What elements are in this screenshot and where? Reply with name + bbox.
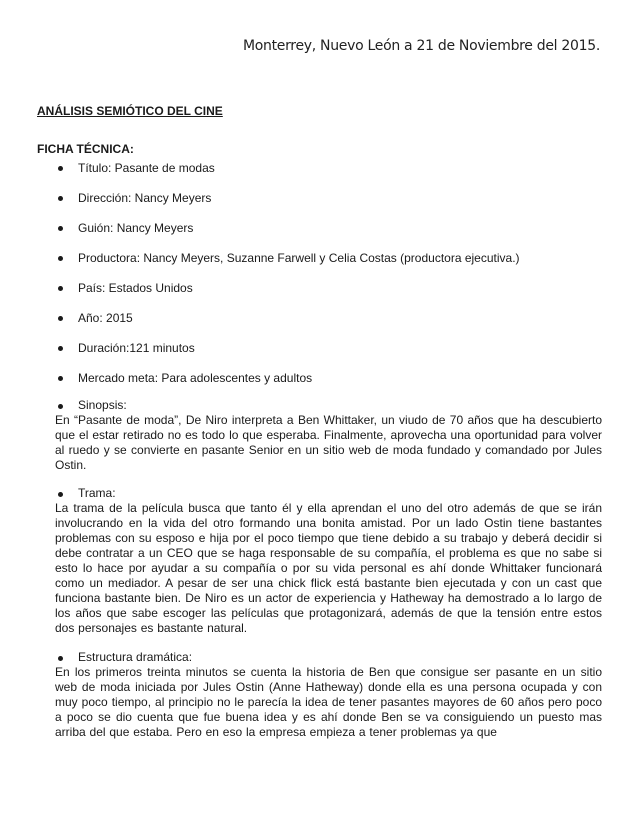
section-heading	[57, 398, 602, 413]
field-text: Año: 2015	[78, 311, 133, 325]
bullet-icon	[58, 656, 63, 661]
field-text: Título: Pasante de modas	[78, 161, 215, 175]
bullet-icon	[58, 376, 63, 381]
section-heading	[57, 650, 602, 665]
section-body: La trama de la película busca que tanto él y ella aprendan el uno del otro además de que se irán involucrando en la vida del otro formando una bonita amistad. Por un lado Ostin tiene bastantes problemas con su esposo e hija por el poco tiempo que tiene debido a su trabajo y deberá decidir si debe contratar a un CEO que se haga responsable de su compañía, el problema es que no sabe si esto lo hace por ayudar a su compañía o por su vida personal es ahí donde Whittaker funcionará como un mediador. A pesar de ser una chick flick está bastante bien ejecutada y con un cast que funciona bastante bien. De Niro es un actor de experiencia y Hatheway ha demostrado a lo largo de los años que sabe escoger las películas que protagonizará, además de que la tensión entre estos dos personajes es bastante natural.	[55, 501, 602, 635]
section-label: Estructura dramática:	[78, 650, 193, 664]
section-heading	[57, 486, 602, 501]
section-estructura-dramatica	[57, 650, 602, 740]
field-direccion	[57, 190, 617, 220]
bullet-icon	[58, 196, 63, 201]
field-duracion	[57, 340, 617, 370]
bullet-icon	[58, 166, 63, 171]
field-guion	[57, 220, 617, 250]
section-label: Trama:	[78, 486, 116, 500]
section-sinopsis	[57, 398, 602, 473]
bullet-icon	[58, 316, 63, 321]
bullet-icon	[58, 286, 63, 291]
field-text: Dirección: Nancy Meyers	[78, 191, 212, 205]
ficha-tecnica-list	[57, 160, 617, 400]
bullet-icon	[58, 404, 63, 409]
bullet-icon	[58, 226, 63, 231]
section-body: En “Pasante de moda”, De Niro interpreta a Ben Whittaker, un viudo de 70 años que ha descubierto que el estar retirado no es todo lo que esperaba. Finalmente, aprovecha una oportunidad para volver al ruedo y se convierte en pasante Senior en un sitio web de moda fundado y comandado por Jules Ostin.	[55, 413, 602, 472]
field-productora	[57, 250, 617, 280]
bullet-icon	[58, 346, 63, 351]
ficha-tecnica-heading: FICHA TÉCNICA:	[37, 142, 134, 156]
field-text: Duración:121 minutos	[78, 341, 195, 355]
document-title: ANÁLISIS SEMIÓTICO DEL CINE	[37, 104, 223, 118]
field-anio	[57, 310, 617, 340]
field-mercado-meta	[57, 370, 617, 400]
section-body: En los primeros treinta minutos se cuenta la historia de Ben que consigue ser pasante en un sitio web de moda iniciada por Jules Ostin (Anne Hatheway) donde ella es una persona ocupada y con muy poco tiempo, al principio no le parecía la idea de tener pasantes mayores de 60 años pero poco a poco se dio cuenta que fue buena idea y es ahí donde Ben se va consiguiendo un puesto mas arriba del que estaba. Pero en eso la empresa empieza a tener problemas ya que	[55, 665, 602, 739]
field-text: País: Estados Unidos	[78, 281, 193, 295]
field-text: Mercado meta: Para adolescentes y adultos	[78, 371, 313, 385]
field-text: Guión: Nancy Meyers	[78, 221, 194, 235]
bullet-icon	[58, 256, 63, 261]
field-titulo	[57, 160, 617, 190]
section-label: Sinopsis:	[78, 398, 127, 412]
field-pais	[57, 280, 617, 310]
field-text: Productora: Nancy Meyers, Suzanne Farwell y Celia Costas (productora ejecutiva.)	[78, 251, 520, 265]
section-trama	[57, 486, 602, 636]
bullet-icon	[58, 492, 63, 497]
dateline: Monterrey, Nuevo León a 21 de Noviembre del 2015.	[242, 38, 600, 54]
